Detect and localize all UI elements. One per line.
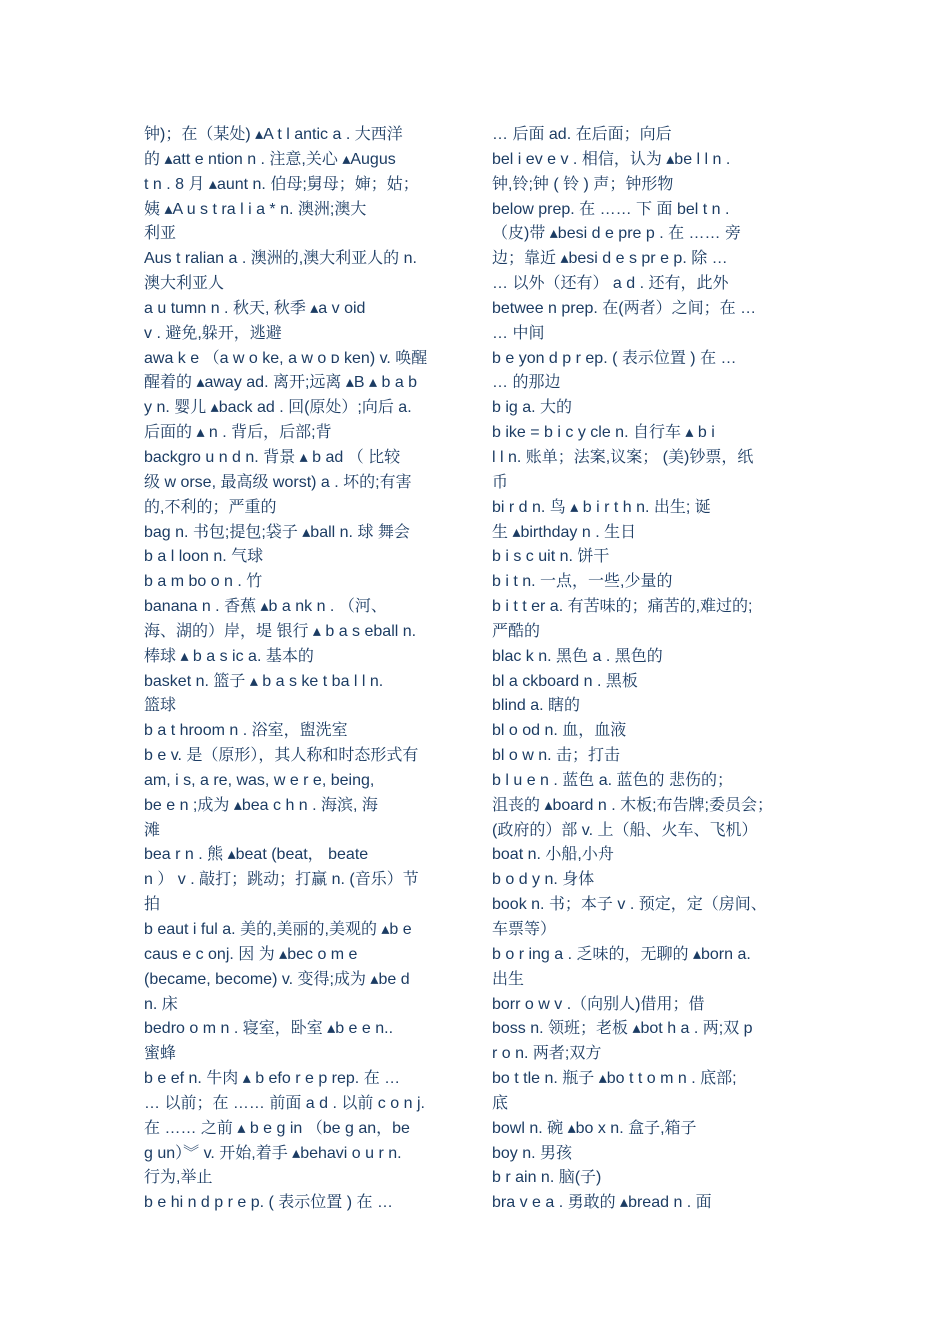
text-line: 拍 xyxy=(144,896,161,914)
text-line: b e ef n. 牛肉 ▴ b efo r e p rep. 在 … xyxy=(144,1070,401,1088)
text-line: v . 避免,躲开，逃避 xyxy=(144,324,282,342)
text-line: g un）︾ v. 开始,着手 ▴behavi o u r n. xyxy=(144,1144,402,1162)
text-line: borr o w v .（向别人)借用；借 xyxy=(492,995,705,1013)
text-line: … 后面 ad. 在后面；向后 xyxy=(492,126,672,143)
text-line: 出生 xyxy=(492,970,525,988)
text-line: blind a. 瞎的 xyxy=(492,697,581,715)
text-line: 海、湖的）岸，堤 银行 ▴ b a s eball n. xyxy=(144,622,417,640)
text-line: bo t tle n. 瓶子 ▴bo t t o m n . 底部; xyxy=(492,1070,737,1088)
text-line: bel i ev e v . 相信，认为 ▴be l l n . xyxy=(492,150,731,168)
text-line: bi r d n. 鸟 ▴ b i r t h n. 出生; 诞 xyxy=(492,498,711,516)
text-line: 钟,铃;钟 ( 铃 ) 声；钟形物 xyxy=(492,175,674,193)
text-line: b i s c uit n. 饼干 xyxy=(492,548,610,566)
text-line: 后面的 ▴ n . 背后，后部;背 xyxy=(144,424,332,442)
left-column xyxy=(144,123,460,1216)
text-line: a u tumn n . 秋天, 秋季 ▴a v oid xyxy=(144,299,366,317)
text-line: backgro u n d n. 背景 ▴ b ad （ 比较 xyxy=(144,448,401,466)
text-line: … 的那边 xyxy=(492,374,561,392)
text-line: 底 xyxy=(492,1094,509,1112)
text-line: b i t t er a. 有苦味的；痛苦的,难过的; xyxy=(492,598,753,616)
text-line: 车票等） xyxy=(492,921,557,938)
text-line: awa k e （a w o ke, a w o ᴅ ken) v. 唤醒 xyxy=(144,349,428,367)
text-line: l l n. 账单；法案,议案； (美)钞票，纸 xyxy=(492,448,754,466)
text-line: n. 床 xyxy=(144,995,178,1013)
text-line: bag n. 书包;提包;袋子 ▴ball n. 球 舞会 xyxy=(144,523,410,541)
text-line: b e yon d p r ep. ( 表示位置 ) 在 … xyxy=(492,349,737,367)
text-line: 的,不利的；严重的 xyxy=(144,498,277,516)
text-line: 滩 xyxy=(144,821,161,839)
text-line: boy n. 男孩 xyxy=(492,1144,573,1162)
right-column xyxy=(492,123,814,1216)
text-line: 醒着的 ▴away ad. 离开;远离 ▴B ▴ b a b xyxy=(144,374,418,392)
text-line: bra v e a . 勇敢的 ▴bread n . 面 xyxy=(492,1194,712,1212)
text-line: b ig a. 大的 xyxy=(492,399,573,417)
text-line: Aus t ralian a . 澳洲的,澳大利亚人的 n. xyxy=(144,250,417,268)
text-line: 在 …… 之前 ▴ b e g in （be g an，be xyxy=(144,1119,410,1137)
text-line: blac k n. 黑色 a . 黑色的 xyxy=(492,647,663,665)
text-line: below prep. 在 …… 下 面 bel t n . xyxy=(492,200,730,218)
text-line: b o r ing a . 乏味的，无聊的 ▴born a. xyxy=(492,945,751,963)
text-line: bl a ckboard n . 黑板 xyxy=(492,672,638,690)
text-line: basket n. 篮子 ▴ b a s ke t ba l l n. xyxy=(144,672,384,690)
text-line: b ike = b i c y cle n. 自行车 ▴ b i xyxy=(492,424,715,442)
text-line: … 以前；在 …… 前面 a d . 以前 c o n j. xyxy=(144,1094,425,1112)
text-line: boat n. 小船,小舟 xyxy=(492,846,614,864)
text-line: 姨 ▴A u s t ra l i a * n. 澳洲;澳大 xyxy=(144,200,367,218)
text-line: r o n. 两者;双方 xyxy=(492,1045,602,1063)
text-line: 篮球 xyxy=(144,697,177,715)
text-line: 钟)；在（某处) ▴A t l antic a . 大西洋 xyxy=(144,126,403,143)
text-line: n ） v . 敲打；跳动；打赢 n. (音乐）节 xyxy=(144,871,419,889)
text-line: bedro o m n . 寝室，卧室 ▴b e e n.. xyxy=(144,1020,394,1038)
text-line: b a l loon n. 气球 xyxy=(144,548,264,566)
text-line: 蜜蜂 xyxy=(144,1045,177,1063)
text-line: (政府的）部 v. 上（船、火车、飞机） xyxy=(492,821,758,839)
text-line: … 中间 xyxy=(492,324,545,342)
text-line: t n . 8 月 ▴aunt n. 伯母;舅母；婶；姑； xyxy=(144,175,419,193)
text-line: betwee n prep. 在(两者）之间；在 … xyxy=(492,299,757,317)
text-line: banana n . 香蕉 ▴b a nk n . （河、 xyxy=(144,598,387,616)
text-line: b e v. 是（原形），其人称和时态形式有 xyxy=(144,747,419,765)
text-line: b e hi n d p r e p. ( 表示位置 ) 在 … xyxy=(144,1194,393,1212)
text-line: bl o w n. 击；打击 xyxy=(492,747,621,765)
text-line: b o d y n. 身体 xyxy=(492,871,595,889)
text-line: … 以外（还有） a d . 还有，此外 xyxy=(492,275,729,293)
text-line: (became, become) v. 变得;成为 ▴be d xyxy=(144,970,410,988)
text-line: am, i s, a re, was, w e r e, being, xyxy=(144,771,375,789)
text-line: bea r n . 熊 ▴beat (beat， beate xyxy=(144,846,369,864)
text-line: b a m bo o n . 竹 xyxy=(144,573,263,591)
text-line: b l u e n . 蓝色 a. 蓝色的 悲伤的； xyxy=(492,771,733,789)
text-line: 行为,举止 xyxy=(144,1169,213,1187)
text-line: boss n. 领班；老板 ▴bot h a . 两;双 p xyxy=(492,1020,753,1038)
text-line: bowl n. 碗 ▴bo x n. 盒子,箱子 xyxy=(492,1119,697,1137)
text-line: 级 w orse, 最高级 worst) a . 坏的;有害 xyxy=(144,473,412,491)
text-line: 生 ▴birthday n . 生日 xyxy=(492,523,637,541)
text-line: b i t n. 一点，一些,少量的 xyxy=(492,573,673,591)
text-line: y n. 婴儿 ▴back ad . 回(原处）;向后 a. xyxy=(144,399,412,417)
text-line: 严酷的 xyxy=(492,622,541,640)
text-line: book n. 书；本子 v . 预定，定（房间、 xyxy=(492,896,767,914)
text-line: 利亚 xyxy=(144,225,177,243)
text-line: b a t hroom n . 浴室，盥洗室 xyxy=(144,722,348,740)
text-line: 沮丧的 ▴board n . 木板;布告牌;委员会； xyxy=(492,796,773,814)
text-line: 澳大利亚人 xyxy=(144,275,225,293)
text-line: 棒球 ▴ b a s ic a. 基本的 xyxy=(144,647,314,665)
text-line: 边；靠近 ▴besi d e s pr e p. 除 … xyxy=(492,250,728,268)
text-line: （皮)带 ▴besi d e pre p . 在 …… 旁 xyxy=(492,225,741,243)
text-line: 的 ▴att e ntion n . 注意,关心 ▴Augus xyxy=(144,150,396,168)
text-line: bl o od n. 血，血液 xyxy=(492,722,627,740)
text-line: b eaut i ful a. 美的,美丽的,美观的 ▴b e xyxy=(144,921,412,938)
text-line: 币 xyxy=(492,473,509,491)
text-line: be e n ;成为 ▴bea c h n . 海滨, 海 xyxy=(144,796,378,814)
text-line: caus e c onj. 因 为 ▴bec o m e xyxy=(144,945,358,963)
text-line: b r ain n. 脑(子) xyxy=(492,1169,602,1187)
